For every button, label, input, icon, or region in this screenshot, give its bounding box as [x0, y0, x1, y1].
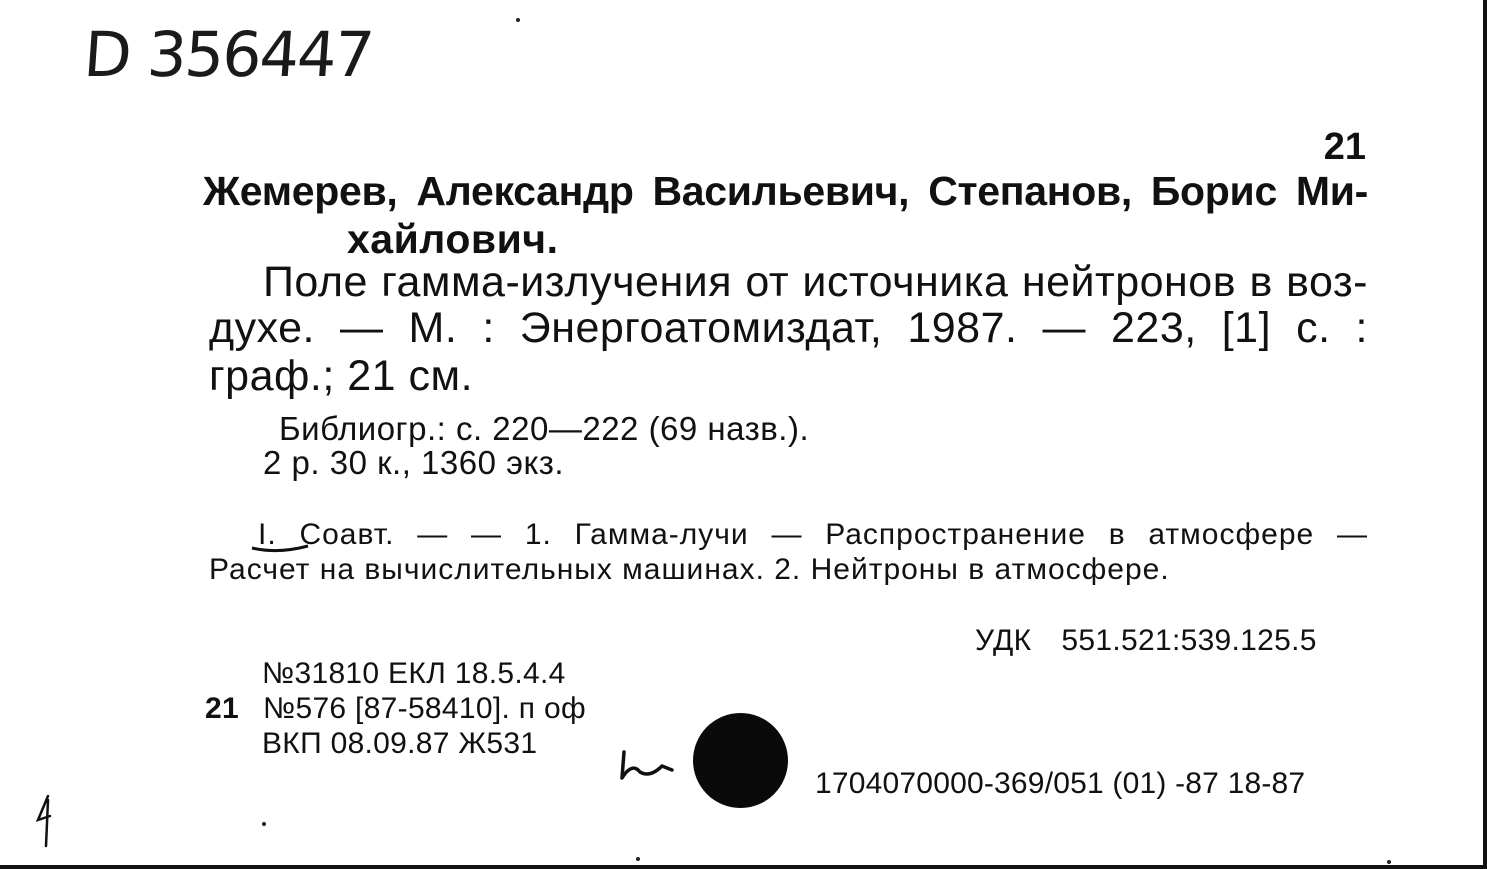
handwritten-margin-mark	[30, 790, 60, 850]
title-line-1: Поле гамма-излучения от источника нейтронов в воз-	[263, 258, 1368, 306]
udk-code	[975, 624, 1317, 658]
subjects-line-1: I. Соавт. — — 1. Гамма-лучи — Распространение в атмосфере —	[258, 518, 1368, 551]
udk-label: УДК	[975, 624, 1032, 657]
price-note: 2 р. 30 к., 1360 экз.	[263, 444, 565, 481]
classification-number: 21	[1323, 126, 1366, 168]
subjects-line-2: Расчет на вычислительных машинах. 2. Нейтроны в атмосфере.	[209, 553, 1170, 586]
udk-value: 551.521:539.125.5	[1061, 624, 1317, 657]
handwritten-initial-mark	[618, 748, 678, 784]
catalog-line-2	[205, 692, 586, 726]
catalog-line-1: №31810 ЕКЛ 18.5.4.4	[262, 657, 566, 690]
paper-speck	[262, 822, 266, 826]
title-line-2: духе. — М. : Энергоатомиздат, 1987. — 223, [1] с. :	[209, 304, 1368, 352]
authors-line-1: Жемерев, Александр Васильевич, Степанов, Борис Ми-	[203, 168, 1368, 214]
catalog-line-2-text: №576 [87-58410]. п оф	[262, 692, 586, 725]
authors-line-2: хайлович.	[347, 216, 559, 262]
title-line-3: граф.; 21 см.	[209, 352, 474, 400]
paper-speck	[636, 857, 640, 861]
catalog-line-3: ВКП 08.09.87 Ж531	[262, 727, 538, 760]
handwritten-inventory-number: D 356447	[81, 18, 375, 91]
bibliography-note: Библиогр.: с. 220—222 (69 назв.).	[279, 410, 810, 447]
isbn-line: 1704070000-369/051 (01) -87 18-87	[815, 767, 1306, 800]
paper-speck	[1387, 860, 1391, 864]
paper-speck	[516, 18, 520, 22]
handwritten-underline-mark	[248, 520, 328, 556]
catalog-shelf-number: 21	[205, 692, 239, 725]
ink-stamp-dot	[693, 713, 788, 808]
